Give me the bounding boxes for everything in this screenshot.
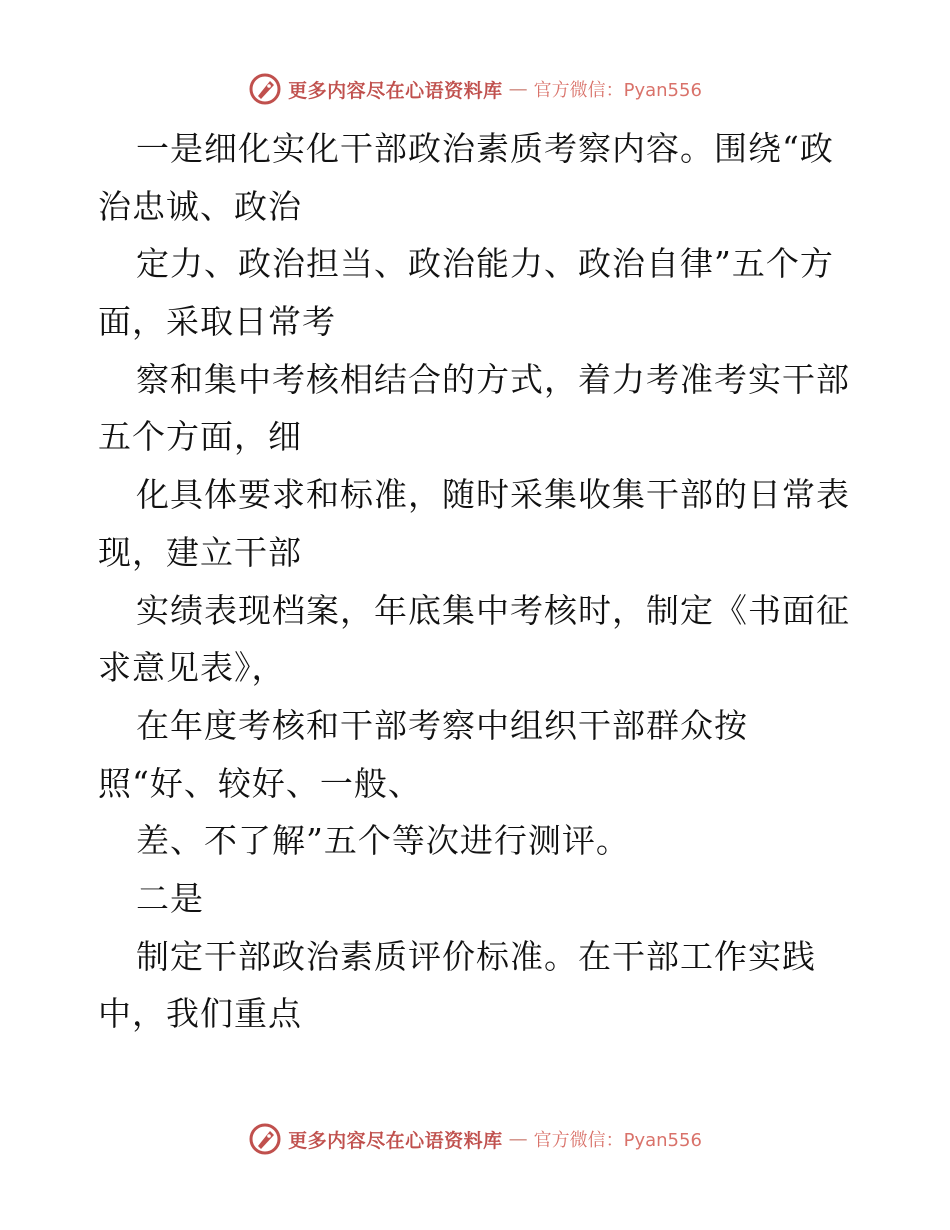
body-line: 照“好、较好、一般、 xyxy=(98,763,422,803)
watermark-title: 更多内容尽在心语资料库 xyxy=(288,1129,503,1152)
body-line: 化具体要求和标准，随时采集收集干部的日常表 xyxy=(136,475,850,515)
watermark-subtitle: 官方微信：Pyan556 xyxy=(533,1130,702,1151)
document-body xyxy=(98,120,858,1043)
body-line: 定力、政治担当、政治能力、政治自律”五个方 xyxy=(136,244,834,284)
body-line: 面，采取日常考 xyxy=(98,302,336,342)
watermark-separator: — xyxy=(508,1128,528,1150)
body-line: 五个方面，细 xyxy=(98,417,302,457)
watermark-separator: — xyxy=(508,78,528,100)
body-line: 二是 xyxy=(136,878,204,918)
body-line: 一是细化实化干部政治素质考察内容。围绕“政 xyxy=(136,129,834,168)
body-line: 现，建立干部 xyxy=(98,532,302,572)
body-line: 实绩表现档案，年底集中考核时，制定《书面征 xyxy=(136,590,850,630)
pen-nib-circle-icon xyxy=(248,1122,282,1156)
body-line: 治忠诚、政治 xyxy=(98,186,302,226)
body-line: 制定干部政治素质评价标准。在干部工作实践 xyxy=(136,936,816,976)
body-line: 中，我们重点 xyxy=(98,994,302,1034)
footer-watermark xyxy=(0,1121,950,1157)
body-line: 差、不了解”五个等次进行测评。 xyxy=(136,821,630,861)
header-watermark xyxy=(0,71,950,107)
watermark-title: 更多内容尽在心语资料库 xyxy=(288,79,503,102)
body-line: 在年度考核和干部考察中组织干部群众按 xyxy=(136,705,748,745)
watermark-subtitle: 官方微信：Pyan556 xyxy=(533,80,702,101)
pen-nib-circle-icon xyxy=(248,72,282,106)
body-line: 求意见表》， xyxy=(98,648,286,688)
body-line: 察和集中考核相结合的方式，着力考准考实干部 xyxy=(136,359,850,399)
